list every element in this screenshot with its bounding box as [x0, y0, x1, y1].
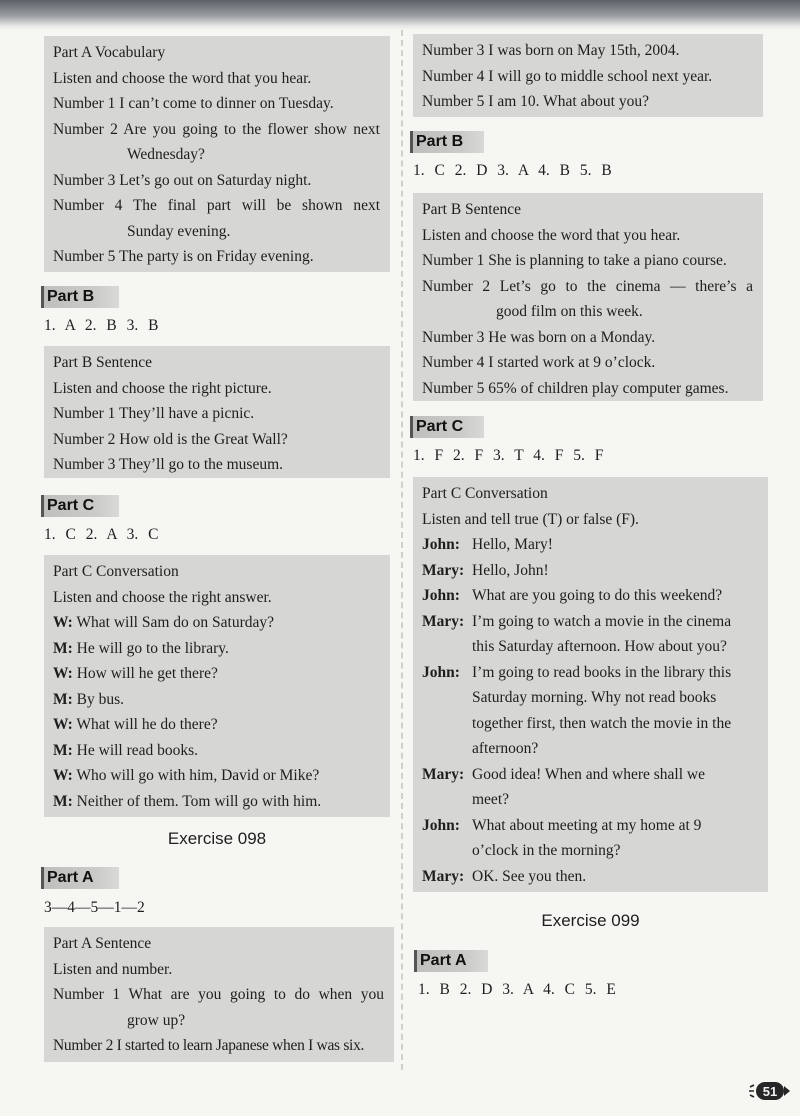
line-text: meet?: [472, 791, 510, 808]
dialogue-line: [53, 661, 390, 687]
part-c-answers: 1. F 2. F 3. T 4. F 5. F: [413, 447, 604, 464]
speaker: M:: [53, 741, 73, 759]
dialogue-line: [422, 609, 768, 635]
number-1: Number 1 They’ll have a picnic.: [53, 405, 255, 422]
dialogue-line: [422, 762, 768, 788]
part-b-tag: Part B: [410, 131, 484, 153]
dialogue-line: [53, 610, 390, 636]
dialogue-line: [422, 736, 768, 762]
number-5: Number 5 I am 10. What about you?: [422, 93, 649, 110]
line-text: this Saturday afternoon. How about you?: [472, 638, 727, 655]
speaker-icon: [749, 1085, 754, 1097]
number-2: Number 2 Are you going to the flower show next: [53, 120, 380, 138]
dialogue-line: [422, 711, 768, 737]
instruction: Listen and choose the word that you hear.: [422, 226, 681, 244]
number-5: Number 5 The party is on Friday evening.: [53, 248, 314, 265]
dialogue-line: [422, 864, 768, 890]
column-divider: [401, 30, 403, 1070]
speaker: W:: [53, 665, 73, 682]
dialogue-line: [422, 532, 768, 558]
exercise-title: Exercise 099: [541, 911, 640, 930]
instruction: Listen and choose the word that you hear.: [53, 69, 312, 87]
dialogue-line: [422, 634, 768, 660]
line-text: OK. See you then.: [472, 867, 587, 885]
speaker: Mary:: [422, 867, 465, 885]
dialogue-line: [422, 685, 768, 711]
sentence-box: [413, 193, 763, 401]
dialogue-line: [422, 558, 768, 584]
dialogue-line: [53, 738, 390, 764]
speaker: John:: [422, 816, 460, 834]
number-1-cont: grow up?: [127, 1011, 186, 1029]
speaker: M:: [53, 792, 73, 810]
vocabulary-box: [44, 36, 390, 272]
dialogue-line: [422, 838, 768, 864]
line-text: I’m going to watch a movie in the cinema: [472, 612, 732, 630]
number-3: Number 3 I was born on May 15th, 2004.: [422, 42, 680, 59]
page-top-edge: [0, 0, 800, 30]
box-heading: Part A Vocabulary: [53, 44, 166, 61]
line-text: What will Sam do on Saturday?: [76, 614, 275, 631]
dialogue-line: [53, 636, 390, 662]
box-heading: Part A Sentence: [53, 935, 152, 952]
line-text: Hello, Mary!: [472, 536, 553, 553]
line-text: What about meeting at my home at 9: [472, 816, 702, 834]
part-a-tag: Part A: [41, 867, 119, 889]
sentence-a-box: [44, 927, 394, 1062]
number-2-cont: Wednesday?: [127, 146, 205, 163]
box-heading: Part B Sentence: [53, 354, 153, 371]
instruction: Listen and tell true (T) or false (F).: [422, 510, 639, 528]
speaker: John:: [422, 536, 460, 553]
part-a-answers: 3—4—5—1—2: [44, 899, 145, 916]
number-2: Number 2 I started to learn Japanese when I was six.: [53, 1037, 365, 1054]
sentence-continued-box: [413, 34, 763, 117]
instruction: Listen and choose the right picture.: [53, 379, 272, 397]
part-b-answers: 1. C 2. D 3. A 4. B 5. B: [413, 162, 612, 179]
line-text: Who will go with him, David or Mike?: [76, 767, 320, 784]
line-text: He will go to the library.: [76, 639, 229, 657]
instruction: Listen and number.: [53, 960, 173, 978]
dialogue-line: [422, 787, 768, 813]
number-1: Number 1 What are you going to do when you: [53, 986, 384, 1003]
line-text: afternoon?: [472, 740, 539, 757]
speaker: Mary:: [422, 765, 465, 783]
dialogue-line: [422, 660, 768, 686]
line-text: What are you going to do this weekend?: [472, 587, 723, 604]
box-heading: Part C Conversation: [53, 563, 179, 580]
speaker: John:: [422, 587, 460, 604]
dialogue-line: [422, 813, 768, 839]
number-3: Number 3 He was born on a Monday.: [422, 328, 656, 346]
speaker: M:: [53, 639, 73, 657]
part-c-tag: Part C: [410, 416, 484, 438]
number-4: Number 4 I will go to middle school next year.: [422, 67, 713, 85]
part-a-answers: 1. B 2. D 3. A 4. C 5. E: [418, 981, 616, 998]
line-text: Hello, John!: [472, 561, 549, 579]
number-3: Number 3 Let’s go out on Saturday night.: [53, 171, 312, 189]
speaker: John:: [422, 663, 460, 681]
line-text: By bus.: [76, 690, 125, 708]
conversation-box: [413, 477, 768, 892]
line-text: How will he get there?: [76, 665, 218, 682]
exercise-title: Exercise 098: [167, 829, 267, 848]
part-a-tag: Part A: [414, 950, 488, 972]
line-text: Good idea! When and where shall we: [472, 765, 705, 783]
page-number-badge: [748, 1078, 792, 1104]
number-2-cont: good film on this week.: [496, 303, 643, 320]
part-b-tag: Part B: [41, 286, 119, 308]
number-5: Number 5 65% of children play computer games.: [422, 379, 729, 397]
box-heading: Part B Sentence: [422, 201, 522, 218]
speaker: Mary:: [422, 561, 465, 579]
number-1: Number 1 I can’t come to dinner on Tuesday.: [53, 95, 334, 112]
line-text: What will he do there?: [76, 716, 218, 733]
box-heading: Part C Conversation: [422, 485, 548, 502]
dialogue-line: [53, 712, 390, 738]
speaker: W:: [53, 767, 73, 784]
number-2: Number 2 Let’s go to the cinema — there’s a: [422, 277, 753, 295]
line-text: o’clock in the morning?: [472, 842, 621, 859]
number-4: Number 4 The final part will be shown next: [53, 197, 380, 214]
line-text: I’m going to read books in the library this: [472, 663, 732, 681]
sentence-box: [44, 346, 390, 478]
dialogue-line: [53, 789, 390, 815]
instruction: Listen and choose the right answer.: [53, 588, 272, 606]
part-c-answers: 1. C 2. A 3. C: [44, 526, 159, 543]
line-text: Neither of them. Tom will go with him.: [76, 792, 322, 810]
number-4-cont: Sunday evening.: [127, 222, 231, 240]
dialogue-line: [53, 763, 390, 789]
speaker: M:: [53, 690, 73, 708]
page-number: 51: [762, 1084, 778, 1099]
speaker: W:: [53, 614, 73, 631]
dialogue-line: [53, 687, 390, 713]
conversation-box: [44, 555, 390, 817]
number-3: Number 3 They’ll go to the museum.: [53, 456, 284, 473]
number-4: Number 4 I started work at 9 o’clock.: [422, 354, 656, 371]
part-b-answers: 1. A 2. B 3. B: [44, 317, 159, 334]
speaker: Mary:: [422, 612, 465, 630]
line-text: together first, then watch the movie in the: [472, 714, 732, 732]
line-text: Saturday morning. Why not read books: [472, 689, 717, 706]
speaker: W:: [53, 716, 73, 733]
number-1: Number 1 She is planning to take a piano course.: [422, 252, 727, 269]
dialogue-line: [422, 583, 768, 609]
number-2: Number 2 How old is the Great Wall?: [53, 430, 288, 448]
line-text: He will read books.: [76, 741, 199, 759]
part-c-tag: Part C: [41, 495, 119, 517]
